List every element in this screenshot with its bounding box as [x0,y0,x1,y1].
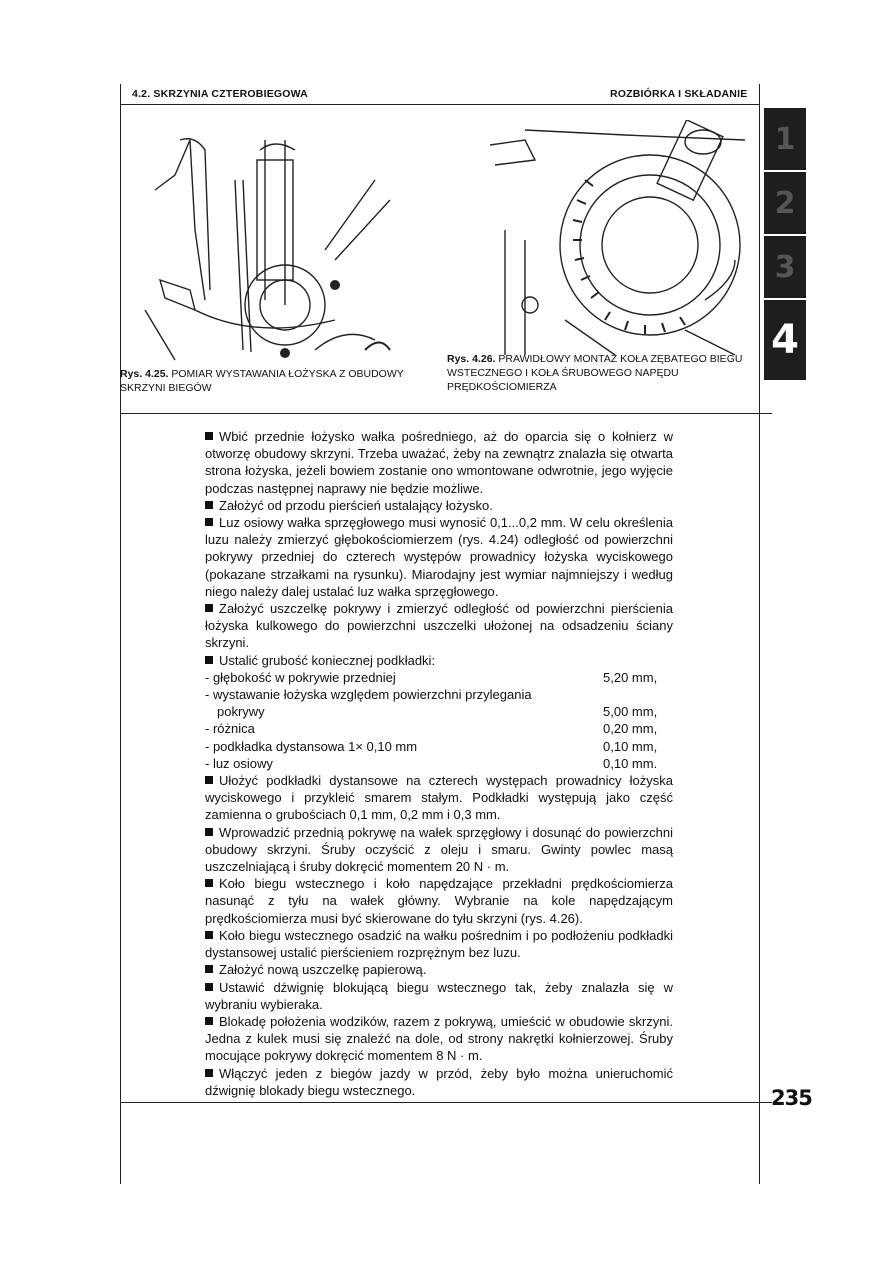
paragraph: Założyć uszczelkę pokrywy i zmierzyć odległość od powierzchni pierścienia łożyska kulkowego do powierzchni uszczelki ułożonej na odsadzeniu ściany skrzyni. [205,601,673,651]
instruction-text [205,428,673,1099]
bullet-square [205,1017,213,1025]
bullet-square [205,604,213,612]
right-margin-rule [759,84,760,1184]
measurement-row: - luz osiowy 0,10 mm. [205,755,658,771]
figure-4-25-number: Rys. 4.25. [120,368,169,380]
paragraph: Włączyć jeden z biegów jazdy w przód, żeby było można unieruchomić dźwignię blokady biegu wstecznego. [205,1065,673,1098]
paragraph: Koło biegu wstecznego i koło napędzające przekładni prędkościomierza nasunąć z tyłu na wałek główny. Wybranie na kole napędzającym prędkościomierza musi być skierowane do tyłu skrzyni (rys. 4.26). [205,876,673,926]
measurement-row: - różnica 0,20 mm, [205,721,658,737]
bullet-square [205,776,213,784]
paragraph: Wprowadzić przednią pokrywę na wałek sprzęgłowy i dosunąć do powierzchni obudowy skrzyni. Śruby oczyścić z oleju i smaru. Gwinty powlec masą uszczelniającą i śruby dokręcić momentem 20 N · m. [205,824,673,875]
chapter-tab-1: 1 [764,108,806,170]
paragraph: Ułożyć podkładki dystansowe na czterech występach prowadnicy łożyska wyciskowego i przykleić smarem stałym. Podkładki występują jako część zamienna o grubościach 0,1 mm, 0,2 mm i 0,3 mm. [205,773,673,823]
measurement-row: - wystawanie łożyska względem powierzchni przylegania [205,687,532,703]
paragraph: Założyć od przodu pierścień ustalający łożysko. [205,497,673,514]
figure-4-25-text: POMIAR WYSTAWANIA ŁOŻYSKA Z OBUDOWY SKRZYNI BIEGÓW [120,368,404,394]
bullet-square [205,879,213,887]
paragraph: Luz osiowy wałka sprzęgłowego musi wynosić 0,1...0,2 mm. W celu określenia luzu należy zmierzyć głębokościomierzem (rys. 4.24) odległość od powierzchni pokrywy przedniej do czterech występów prowadnicy łożyska wyciskowego (pokazane strzałkami na rysunku). Miarodajny jest wymiar najmniejszy i według niego należy dalej ustalać luz wałka sprzęgłowego. [205,515,673,599]
paragraph: Założyć nową uszczelkę papierową. [205,961,673,978]
callout-marker [280,348,290,358]
figure-4-26-illustration [485,120,755,355]
figure-4-25-caption [120,367,410,395]
header-rule [120,104,760,105]
running-header-left: 4.2. SKRZYNIA CZTEROBIEGOWA [132,88,308,100]
paragraph: Wbić przednie łożysko wałka pośredniego, aż do oparcia się o kołnierz w otworzę obudowy skrzyni. Trzeba uważać, żeby na zewnątrz znalazła się otwarta strona łożyska, jeżeli bowiem zostanie ono wmontowane odwrotnie, jego wyjęcie podczas następnej naprawy nie będzie możliwe. [205,429,673,496]
paragraph: Ustalić grubość koniecznej podkładki: [205,652,673,669]
figure-4-26-text: PRAWIDŁOWY MONTAŻ KOŁA ZĘBATEGO BIEGU WSTECZNEGO I KOŁA ŚRUBOWEGO NAPĘDU PRĘDKOŚCIOMIERZA [447,353,743,393]
bullet-square [205,656,213,664]
running-header-right: ROZBIÓRKA I SKŁADANIE [610,88,748,100]
bullet-square [205,518,213,526]
paragraph: Ustawić dźwignię blokującą biegu wstecznego tak, żeby znalazła się w wybraniu wybieraka. [205,979,673,1012]
chapter-tab-4-active: 4 [764,300,806,380]
chapter-tab-3: 3 [764,236,806,298]
figure-4-26-caption [447,352,777,394]
measurement-row: - podkładka dystansowa 1× 0,10 mm 0,10 mm, [205,738,658,754]
bullet-square [205,965,213,973]
figures-rule [120,413,772,414]
footer-rule [120,1102,772,1103]
left-margin-rule [120,84,121,1184]
bullet-square [205,432,213,440]
measurement-row: pokrywy 5,00 mm, [217,704,658,720]
bullet-square [205,501,213,509]
page-number: 235 [771,1086,812,1110]
measurement-row: - głębokość w pokrywie przedniej 5,20 mm, [205,669,658,685]
paragraph: Blokadę położenia wodzików, razem z pokrywą, umieścić w obudowie skrzyni. Jedna z kulek musi się znaleźć na dole, od strony nakrętki kołnierzowej. Śruby mocujące pokrywy dokręcić momentem 8 N · m. [205,1013,673,1064]
figure-4-26-number: Rys. 4.26. [447,353,496,365]
bullet-square [205,983,213,991]
bullet-square [205,931,213,939]
paragraph: Koło biegu wstecznego osadzić na wałku pośrednim i po podłożeniu podkładki dystansowej ustalić pierścieniem rozprężnym bez luzu. [205,927,673,961]
figure-4-25-illustration [135,120,405,365]
bullet-square [205,1069,213,1077]
chapter-tab-2: 2 [764,172,806,234]
bullet-square [205,828,213,836]
callout-marker [330,280,340,290]
